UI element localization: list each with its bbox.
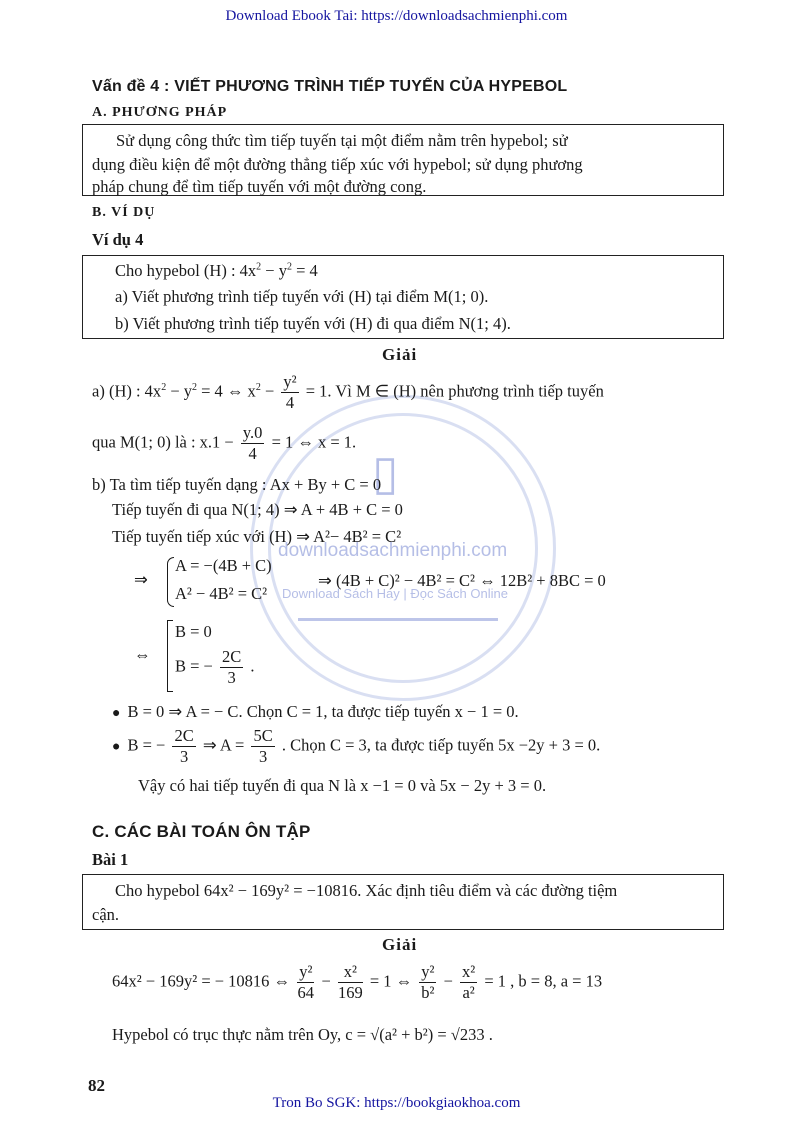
solution-b-line2: Tiếp tuyến đi qua N(1; 4) ⇒ A + 4B + C = 0 bbox=[112, 500, 403, 519]
watermark-underline bbox=[298, 618, 498, 621]
exercise-equation: 64x² − 169y² = − 10816 ⇔ $\frac{\text{y²}}{64}$ − $\frac{\text{x²}}{169}$ = 1 ⇔ $\frac{\text{y²}}{\text{b²}}$ − $\frac{\text{x²}}{\text{a²}}$ = 1 , b = 8, a = 13 bbox=[112, 962, 603, 1002]
method-line-3: pháp chung để tìm tiếp tuyến với một đường cong. bbox=[92, 177, 427, 196]
exercise-line2: cận. bbox=[92, 905, 120, 924]
exercise-line1: Cho hypebol 64x² − 169y² = −10816. Xác định tiêu điểm và các đường tiệm bbox=[115, 881, 618, 900]
page-number: 82 bbox=[88, 1076, 105, 1095]
header-link[interactable]: Download Ebook Tai: https://downloadsachmienphi.com bbox=[225, 8, 568, 24]
method-line-2: dụng điều kiện để một đường thẳng tiếp xúc với hypebol; sử dụng phương bbox=[92, 155, 583, 174]
fraction: $\frac{\text{x²}}{\text{a²}}$ bbox=[462, 962, 476, 1002]
examples-heading: B. VÍ DỤ bbox=[92, 205, 156, 220]
exercise-title: Bài 1 bbox=[92, 850, 129, 869]
example-part-b: b) Viết phương trình tiếp tuyến với (H) đi qua điểm N(1; 4). bbox=[115, 314, 511, 333]
system-eq2: A² − 4B² = C² bbox=[175, 584, 268, 603]
exercise-solution-label: Giải bbox=[382, 935, 418, 954]
method-heading: A. PHƯƠNG PHÁP bbox=[92, 105, 228, 120]
solution-b-line3: Tiếp tuyến tiếp xúc với (H) ⇒ A²− 4B² = C² bbox=[112, 527, 402, 546]
bullet-dot-icon: ● bbox=[112, 739, 128, 755]
fraction: $\frac{\text{x²}}{169}$ bbox=[337, 962, 363, 1002]
method-line-1: Sử dụng công thức tìm tiếp tuyến tại một điểm nằm trên hypebol; sử bbox=[116, 131, 568, 150]
bullet-dot-icon: ● bbox=[112, 706, 128, 721]
solution-b-line1: b) Ta tìm tiếp tuyến dạng : Ax + By + C = 0 bbox=[92, 475, 382, 494]
fraction: $\frac{\text{y²}}{\text{b²}}$ bbox=[421, 962, 435, 1002]
watermark-site: downloadsachmienphi.com bbox=[278, 540, 508, 561]
case-2: B = − $\frac{2C}{3}$ . bbox=[175, 647, 255, 687]
bullet-1: ● B = 0 ⇒ A = − C. Chọn C = 1, ta được tiếp tuyến x − 1 = 0. bbox=[112, 702, 519, 721]
conclusion: Vậy có hai tiếp tuyến đi qua N là x −1 = 0 và 5x − 2y + 3 = 0. bbox=[138, 776, 547, 795]
section-title: Vấn đề 4 : VIẾT PHƯƠNG TRÌNH TIẾP TUYẾN CỦA HYPEBOL bbox=[92, 78, 568, 95]
system-eq1: A = −(4B + C) bbox=[175, 556, 272, 575]
example-title: Ví dụ 4 bbox=[92, 230, 144, 249]
system-brace bbox=[167, 557, 174, 607]
cases-arrow: ⇔ bbox=[134, 645, 151, 664]
exercise-axis-line: Hypebol có trục thực nằm trên Oy, c = √(a² + b²) = √233 . bbox=[112, 1025, 493, 1044]
footer-link[interactable]: Tron Bo SGK: https://bookgiaokhoa.com bbox=[272, 1095, 521, 1111]
fraction: $\frac{2C}{3}$ bbox=[174, 726, 194, 766]
fraction: $\frac{y.0}{4}$ bbox=[242, 423, 263, 463]
fraction: $\frac{\text{y²}}{64}$ bbox=[297, 962, 315, 1002]
watermark-book-icon: ▯ bbox=[372, 447, 399, 500]
bullet-2: ● B = − $\frac{2C}{3}$ ⇒ A = $\frac{5C}{3}$ . Chọn C = 3, ta được tiếp tuyến 5x −2y + 3 = 0. bbox=[112, 726, 601, 766]
solution-a-line1: a) (H) : $4x^2 - y^2 = 4$ ⇔ $x^2$ − $\frac{\text{y²}}{4}$ = 1. Vì M ∈ (H) nên phương trình tiếp tuyến bbox=[92, 372, 604, 412]
system-result: ⇒ (4B + C)² − 4B² = C² ⇔ 12B² + 8BC = 0 bbox=[318, 571, 606, 590]
system-arrow: ⇒ bbox=[134, 570, 148, 589]
case-1: B = 0 bbox=[175, 622, 212, 641]
fraction: $\frac{\text{y²}}{4}$ bbox=[283, 372, 297, 412]
solution-a-line2: qua M(1; 0) là : x.1 − $\frac{y.0}{4}$ = 1 ⇔ x = 1. bbox=[92, 423, 357, 463]
watermark-tagline: Download Sách Hay | Đọc Sách Online bbox=[282, 586, 508, 601]
example-part-a: a) Viết phương trình tiếp tuyến với (H) tại điểm M(1; 0). bbox=[115, 287, 489, 306]
review-heading: C. CÁC BÀI TOÁN ÔN TẬP bbox=[92, 822, 311, 841]
fraction: $\frac{2C}{3}$ bbox=[222, 647, 242, 687]
fraction: $\frac{5C}{3}$ bbox=[253, 726, 273, 766]
solution-label: Giải bbox=[382, 345, 418, 364]
cases-bracket bbox=[167, 620, 173, 692]
example-problem-line1: Cho hypebol (H) : $4x^2 - y^2 = 4$ bbox=[115, 261, 318, 280]
